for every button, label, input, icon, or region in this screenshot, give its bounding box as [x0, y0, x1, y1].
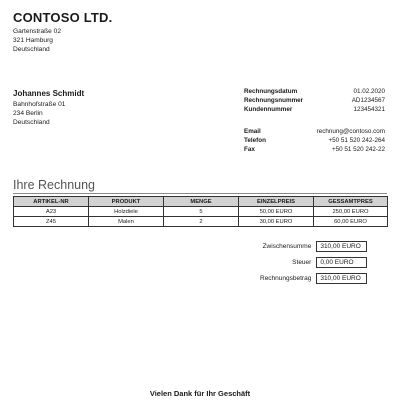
company-country: Deutschland	[13, 46, 50, 53]
thank-you-note: Vielen Dank für Ihr Geschäft	[149, 389, 251, 398]
table-cell: 30,00 EURO	[239, 217, 314, 227]
meta-row-customer-number	[244, 105, 385, 114]
meta-row-date	[244, 87, 385, 96]
items-table	[13, 196, 388, 227]
totals-label: Rechnungsbetrag	[260, 275, 312, 282]
meta-value: 01.02.2020	[353, 88, 385, 95]
table-header-row	[14, 197, 388, 207]
table-row	[14, 207, 388, 217]
meta-row-number	[244, 96, 385, 105]
totals-value: 0,00 EURO	[316, 257, 367, 268]
totals-row-tax	[260, 257, 367, 268]
contact-row-fax	[244, 145, 385, 154]
meta-label: Rechnungsdatum	[244, 88, 298, 95]
customer-address	[13, 100, 65, 127]
company-name: CONTOSO LTD.	[13, 10, 113, 25]
totals-row-total	[260, 273, 367, 284]
column-header: MENGE	[164, 197, 239, 207]
contact-row-phone	[244, 136, 385, 145]
invoice-title: Ihre Rechnung	[13, 178, 96, 192]
contact-label: Telefon	[244, 137, 266, 144]
table-cell: 5	[164, 207, 239, 217]
contact-row-email	[244, 127, 385, 136]
meta-label: Kundennummer	[244, 106, 293, 113]
totals-label: Steuer	[292, 259, 312, 266]
column-header: GESSAMTPRES	[314, 197, 388, 207]
customer-city: 234 Berlin	[13, 110, 43, 117]
customer-name: Johannes Schmidt	[13, 89, 85, 98]
company-street: Gartenstraße 02	[13, 28, 62, 35]
table-cell: 2	[164, 217, 239, 227]
column-header: PRODUKT	[89, 197, 164, 207]
contact-label: Fax	[244, 146, 255, 153]
contact-email[interactable]: rechnung@contoso.com	[316, 128, 385, 135]
totals-value: 310,00 EURO	[316, 273, 367, 284]
customer-country: Deutschland	[13, 119, 50, 126]
company-address	[13, 27, 61, 54]
company-city: 321 Hamburg	[13, 37, 53, 44]
table-cell: A23	[14, 207, 89, 217]
customer-street: Bahnhofstraße 01	[13, 101, 66, 108]
contact-fax: +50 51 520 242-22	[331, 146, 385, 153]
meta-value: 123454321	[353, 106, 385, 113]
contact-label: Email	[244, 128, 261, 135]
table-cell: Z45	[14, 217, 89, 227]
table-cell: 60,00 EURO	[314, 217, 388, 227]
totals-row-subtotal	[260, 241, 367, 252]
column-header: ARTIKEL-NR	[14, 197, 89, 207]
invoice-meta	[244, 87, 385, 114]
table-cell: 250,00 EURO	[314, 207, 388, 217]
title-divider	[13, 193, 387, 194]
table-cell: 50,00 EURO	[239, 207, 314, 217]
contact-phone: +50 51 520 242-264	[328, 137, 385, 144]
totals-block	[260, 241, 367, 289]
totals-value: 310,00 EURO	[316, 241, 367, 252]
column-header: EINZELPREIS	[239, 197, 314, 207]
table-row	[14, 217, 388, 227]
totals-label: Zwischensumme	[262, 243, 312, 250]
meta-value: AD1234567	[351, 97, 385, 104]
table-cell: Malen	[89, 217, 164, 227]
meta-label: Rechnungsnummer	[244, 97, 304, 104]
table-cell: Holzdiele	[89, 207, 164, 217]
contact-info	[244, 127, 385, 154]
